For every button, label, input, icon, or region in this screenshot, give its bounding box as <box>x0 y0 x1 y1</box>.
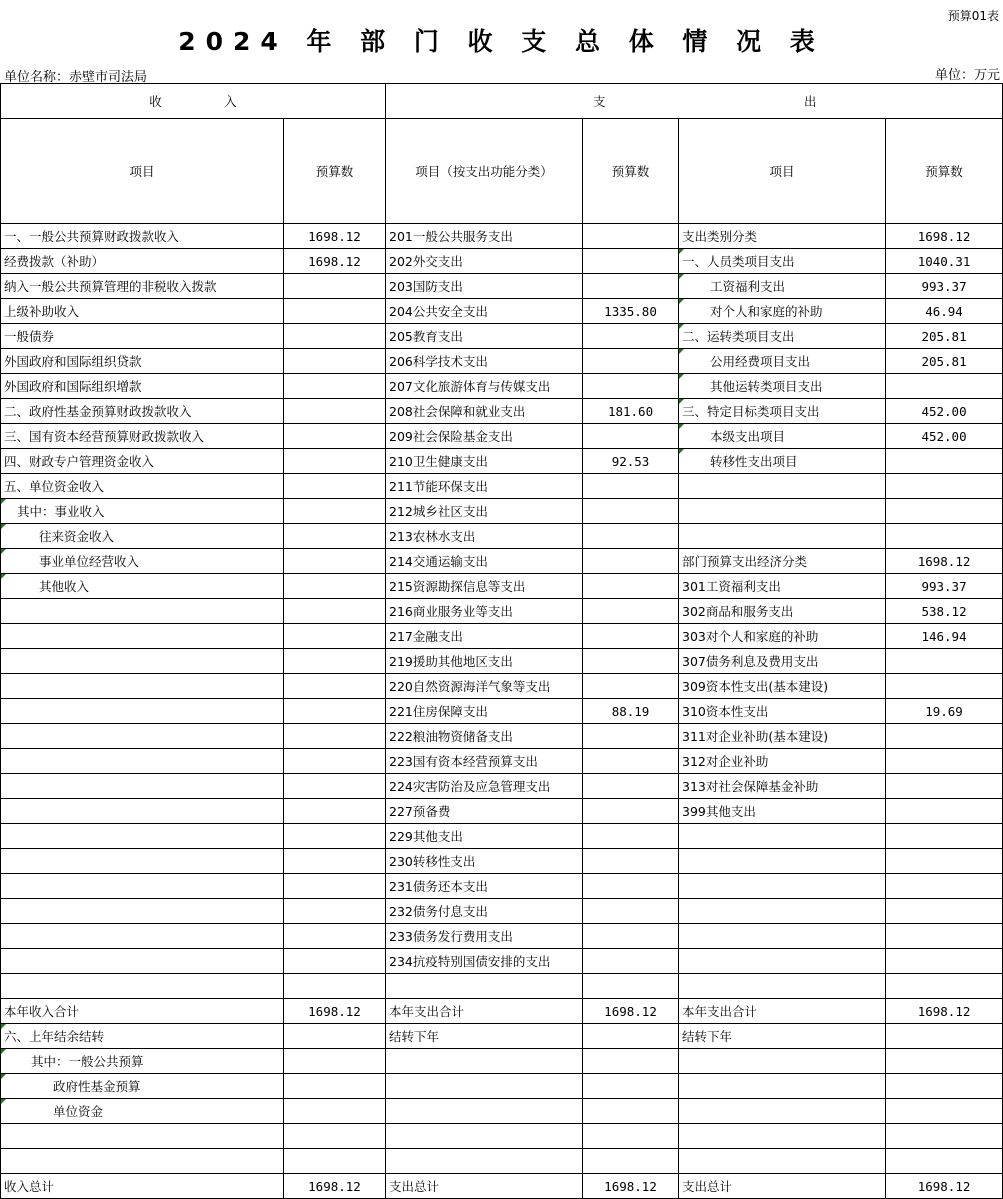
table-row <box>1 324 1003 349</box>
economic-item-cell <box>679 474 886 499</box>
economic-item-cell: 313对社会保障基金补助 <box>679 774 886 799</box>
table-row <box>1 699 1003 724</box>
table-row <box>1 374 1003 399</box>
income-budget-cell <box>284 674 386 699</box>
income-item-cell: 收入总计 <box>1 1174 284 1199</box>
income-item-cell: 五、单位资金收入 <box>1 474 284 499</box>
function-item-cell: 220自然资源海洋气象等支出 <box>386 674 583 699</box>
table-row <box>1 574 1003 599</box>
function-budget-cell <box>583 924 679 949</box>
economic-budget-cell <box>886 449 1003 474</box>
economic-item-cell: 312对企业补助 <box>679 749 886 774</box>
function-budget-cell <box>583 1049 679 1074</box>
function-budget-cell <box>583 324 679 349</box>
economic-item-cell: 307债务利息及费用支出 <box>679 649 886 674</box>
income-item-cell <box>1 899 284 924</box>
economic-budget-cell: 1698.12 <box>886 999 1003 1024</box>
income-budget-cell <box>284 1124 386 1149</box>
economic-budget-cell: 452.00 <box>886 399 1003 424</box>
economic-budget-cell <box>886 924 1003 949</box>
economic-item-cell: 309资本性支出(基本建设) <box>679 674 886 699</box>
income-budget-header: 预算数 <box>284 119 386 224</box>
function-budget-cell <box>583 349 679 374</box>
function-budget-cell <box>583 599 679 624</box>
income-item-cell <box>1 1124 284 1149</box>
income-budget-cell <box>284 849 386 874</box>
income-budget-cell <box>284 724 386 749</box>
income-item-cell <box>1 599 284 624</box>
income-item-cell <box>1 874 284 899</box>
function-budget-cell <box>583 849 679 874</box>
economic-item-cell: 工资福利支出 <box>679 274 886 299</box>
income-item-cell <box>1 949 284 974</box>
table-row <box>1 399 1003 424</box>
economic-budget-cell <box>886 774 1003 799</box>
economic-item-cell <box>679 1074 886 1099</box>
income-item-cell: 政府性基金预算 <box>1 1074 284 1099</box>
economic-budget-cell <box>886 849 1003 874</box>
function-budget-cell <box>583 374 679 399</box>
economic-budget-cell: 1040.31 <box>886 249 1003 274</box>
table-row <box>1 649 1003 674</box>
function-budget-cell <box>583 824 679 849</box>
income-budget-cell <box>284 924 386 949</box>
income-item-cell: 本年收入合计 <box>1 999 284 1024</box>
function-budget-cell <box>583 949 679 974</box>
function-item-cell: 204公共安全支出 <box>386 299 583 324</box>
economic-budget-cell: 1698.12 <box>886 549 1003 574</box>
economic-item-cell <box>679 899 886 924</box>
income-budget-cell <box>284 299 386 324</box>
economic-item-cell <box>679 849 886 874</box>
income-budget-cell: 1698.12 <box>284 1174 386 1199</box>
economic-budget-cell <box>886 1124 1003 1149</box>
function-budget-cell: 1698.12 <box>583 1174 679 1199</box>
function-item-cell: 222粮油物资储备支出 <box>386 724 583 749</box>
economic-item-cell: 399其他支出 <box>679 799 886 824</box>
function-item-cell: 208社会保障和就业支出 <box>386 399 583 424</box>
economic-item-cell <box>679 1149 886 1174</box>
economic-budget-cell <box>886 649 1003 674</box>
function-budget-cell <box>583 799 679 824</box>
income-budget-cell <box>284 274 386 299</box>
table-row <box>1 1149 1003 1174</box>
function-budget-cell <box>583 274 679 299</box>
function-budget-cell: 1698.12 <box>583 999 679 1024</box>
function-item-cell: 结转下年 <box>386 1024 583 1049</box>
income-budget-cell <box>284 899 386 924</box>
income-budget-cell <box>284 324 386 349</box>
function-budget-cell: 88.19 <box>583 699 679 724</box>
table-row <box>1 724 1003 749</box>
function-item-cell: 206科学技术支出 <box>386 349 583 374</box>
function-item-cell: 211节能环保支出 <box>386 474 583 499</box>
income-item-cell: 三、国有资本经营预算财政拨款收入 <box>1 424 284 449</box>
function-item-cell <box>386 974 583 999</box>
economic-item-cell <box>679 949 886 974</box>
expenditure-band-left: 支 <box>593 94 606 109</box>
income-item-cell <box>1 624 284 649</box>
income-budget-cell <box>284 449 386 474</box>
economic-budget-cell <box>886 899 1003 924</box>
function-item-cell: 214交通运输支出 <box>386 549 583 574</box>
function-item-cell: 234抗疫特别国债安排的支出 <box>386 949 583 974</box>
income-item-cell: 纳入一般公共预算管理的非税收入拨款 <box>1 274 284 299</box>
income-budget-cell <box>284 1049 386 1074</box>
table-row <box>1 874 1003 899</box>
income-item-cell <box>1 749 284 774</box>
income-budget-cell <box>284 574 386 599</box>
economic-item-cell: 303对个人和家庭的补助 <box>679 624 886 649</box>
income-item-header: 项目 <box>1 119 284 224</box>
income-item-cell <box>1 649 284 674</box>
economic-budget-cell <box>886 1049 1003 1074</box>
function-budget-cell <box>583 674 679 699</box>
function-budget-cell <box>583 1124 679 1149</box>
table-row <box>1 349 1003 374</box>
income-item-cell <box>1 924 284 949</box>
table-row <box>1 949 1003 974</box>
function-item-cell <box>386 1124 583 1149</box>
income-item-cell: 其中：事业收入 <box>1 499 284 524</box>
table-row <box>1 549 1003 574</box>
income-budget-cell <box>284 699 386 724</box>
income-item-cell <box>1 724 284 749</box>
economic-item-cell <box>679 874 886 899</box>
economic-budget-cell <box>886 1024 1003 1049</box>
function-item-cell: 本年支出合计 <box>386 999 583 1024</box>
income-item-cell <box>1 674 284 699</box>
function-budget-cell <box>583 524 679 549</box>
economic-item-cell: 二、运转类项目支出 <box>679 324 886 349</box>
function-item-cell: 229其他支出 <box>386 824 583 849</box>
economic-budget-cell <box>886 474 1003 499</box>
function-item-cell: 213农林水支出 <box>386 524 583 549</box>
income-budget-cell <box>284 1024 386 1049</box>
economic-budget-cell <box>886 799 1003 824</box>
income-item-cell: 二、政府性基金预算财政拨款收入 <box>1 399 284 424</box>
economic-item-cell <box>679 499 886 524</box>
column-header-row <box>1 119 1003 224</box>
function-item-cell: 支出总计 <box>386 1174 583 1199</box>
economic-budget-cell <box>886 874 1003 899</box>
table-row <box>1 599 1003 624</box>
income-budget-cell <box>284 974 386 999</box>
economic-item-cell: 302商品和服务支出 <box>679 599 886 624</box>
economic-item-cell <box>679 1099 886 1124</box>
economic-item-cell: 301工资福利支出 <box>679 574 886 599</box>
economic-budget-cell: 205.81 <box>886 349 1003 374</box>
economic-item-cell: 支出总计 <box>679 1174 886 1199</box>
function-budget-header: 预算数 <box>583 119 679 224</box>
function-budget-cell <box>583 1024 679 1049</box>
function-budget-cell <box>583 249 679 274</box>
economic-item-cell: 公用经费项目支出 <box>679 349 886 374</box>
table-row <box>1 974 1003 999</box>
function-budget-cell <box>583 499 679 524</box>
band-header-row <box>1 84 1003 119</box>
economic-item-cell: 支出类别分类 <box>679 224 886 249</box>
economic-budget-cell <box>886 949 1003 974</box>
income-budget-cell <box>284 499 386 524</box>
economic-item-cell: 对个人和家庭的补助 <box>679 299 886 324</box>
income-item-cell <box>1 824 284 849</box>
income-budget-cell: 1698.12 <box>284 224 386 249</box>
table-row <box>1 249 1003 274</box>
economic-budget-cell: 1698.12 <box>886 224 1003 249</box>
income-budget-cell <box>284 599 386 624</box>
table-row <box>1 824 1003 849</box>
economic-budget-cell <box>886 374 1003 399</box>
function-budget-cell <box>583 549 679 574</box>
expenditure-band-header <box>386 84 1003 119</box>
function-item-cell: 219援助其他地区支出 <box>386 649 583 674</box>
function-item-cell: 207文化旅游体育与传媒支出 <box>386 374 583 399</box>
table-row <box>1 799 1003 824</box>
function-budget-cell <box>583 774 679 799</box>
economic-budget-cell: 993.37 <box>886 574 1003 599</box>
economic-budget-cell <box>886 674 1003 699</box>
table-row <box>1 1174 1003 1199</box>
economic-budget-cell: 452.00 <box>886 424 1003 449</box>
economic-budget-cell: 538.12 <box>886 599 1003 624</box>
function-item-cell: 215资源勘探信息等支出 <box>386 574 583 599</box>
function-budget-cell <box>583 1149 679 1174</box>
income-item-cell: 往来资金收入 <box>1 524 284 549</box>
table-row <box>1 524 1003 549</box>
economic-item-cell <box>679 974 886 999</box>
table-row <box>1 1074 1003 1099</box>
economic-item-cell <box>679 824 886 849</box>
table-row <box>1 299 1003 324</box>
economic-item-header: 项目 <box>679 119 886 224</box>
economic-item-cell: 310资本性支出 <box>679 699 886 724</box>
function-item-cell: 217金融支出 <box>386 624 583 649</box>
income-item-cell: 外国政府和国际组织贷款 <box>1 349 284 374</box>
table-row <box>1 849 1003 874</box>
function-budget-cell <box>583 724 679 749</box>
function-budget-cell <box>583 899 679 924</box>
economic-item-cell: 其他运转类项目支出 <box>679 374 886 399</box>
table-row <box>1 474 1003 499</box>
function-item-cell: 230转移性支出 <box>386 849 583 874</box>
table-row <box>1 999 1003 1024</box>
function-budget-cell <box>583 424 679 449</box>
income-budget-cell <box>284 649 386 674</box>
function-budget-cell <box>583 1099 679 1124</box>
economic-budget-cell <box>886 1149 1003 1174</box>
income-item-cell <box>1 699 284 724</box>
function-item-cell: 227预备费 <box>386 799 583 824</box>
function-budget-cell <box>583 749 679 774</box>
function-item-cell <box>386 1099 583 1124</box>
function-budget-cell: 1335.80 <box>583 299 679 324</box>
income-budget-cell <box>284 424 386 449</box>
function-budget-cell <box>583 649 679 674</box>
income-item-cell <box>1 799 284 824</box>
income-budget-cell <box>284 874 386 899</box>
income-budget-cell <box>284 474 386 499</box>
table-row <box>1 1049 1003 1074</box>
economic-item-cell: 转移性支出项目 <box>679 449 886 474</box>
function-item-cell: 210卫生健康支出 <box>386 449 583 474</box>
table-row <box>1 749 1003 774</box>
form-number-label: 预算01表 <box>947 9 999 23</box>
economic-budget-header: 预算数 <box>886 119 1003 224</box>
economic-item-cell: 结转下年 <box>679 1024 886 1049</box>
table-row <box>1 224 1003 249</box>
function-item-cell: 216商业服务业等支出 <box>386 599 583 624</box>
budget-table <box>0 83 1003 1199</box>
income-item-cell <box>1 774 284 799</box>
income-budget-cell: 1698.12 <box>284 999 386 1024</box>
economic-budget-cell <box>886 824 1003 849</box>
economic-item-cell: 一、人员类项目支出 <box>679 249 886 274</box>
economic-item-cell: 本级支出项目 <box>679 424 886 449</box>
economic-item-cell: 三、特定目标类项目支出 <box>679 399 886 424</box>
function-item-cell: 209社会保险基金支出 <box>386 424 583 449</box>
function-budget-cell <box>583 224 679 249</box>
income-budget-cell <box>284 1149 386 1174</box>
economic-budget-cell: 19.69 <box>886 699 1003 724</box>
economic-budget-cell <box>886 724 1003 749</box>
function-item-cell: 224灾害防治及应急管理支出 <box>386 774 583 799</box>
economic-budget-cell: 146.94 <box>886 624 1003 649</box>
currency-unit-label: 单位：万元 <box>934 68 1000 83</box>
table-row <box>1 924 1003 949</box>
income-item-cell: 单位资金 <box>1 1099 284 1124</box>
income-budget-cell <box>284 349 386 374</box>
income-budget-cell <box>284 774 386 799</box>
function-budget-cell <box>583 574 679 599</box>
function-item-cell: 212城乡社区支出 <box>386 499 583 524</box>
function-item-cell: 203国防支出 <box>386 274 583 299</box>
economic-item-cell: 部门预算支出经济分类 <box>679 549 886 574</box>
economic-budget-cell <box>886 524 1003 549</box>
expenditure-band-right: 出 <box>804 94 817 109</box>
income-budget-cell <box>284 1074 386 1099</box>
function-item-cell: 233债务发行费用支出 <box>386 924 583 949</box>
income-budget-cell <box>284 524 386 549</box>
income-budget-cell <box>284 624 386 649</box>
economic-budget-cell: 205.81 <box>886 324 1003 349</box>
income-budget-cell <box>284 374 386 399</box>
economic-item-cell: 本年支出合计 <box>679 999 886 1024</box>
economic-budget-cell <box>886 1074 1003 1099</box>
function-item-cell: 221住房保障支出 <box>386 699 583 724</box>
income-item-cell: 事业单位经营收入 <box>1 549 284 574</box>
income-budget-cell <box>284 824 386 849</box>
income-item-cell: 一般债券 <box>1 324 284 349</box>
income-item-cell <box>1 974 284 999</box>
income-item-cell <box>1 1149 284 1174</box>
economic-budget-cell <box>886 499 1003 524</box>
economic-budget-cell: 993.37 <box>886 274 1003 299</box>
table-row <box>1 499 1003 524</box>
economic-budget-cell: 1698.12 <box>886 1174 1003 1199</box>
table-row <box>1 1024 1003 1049</box>
income-budget-cell <box>284 399 386 424</box>
economic-budget-cell <box>886 974 1003 999</box>
table-row <box>1 449 1003 474</box>
function-item-cell: 202外交支出 <box>386 249 583 274</box>
table-row <box>1 1124 1003 1149</box>
table-row <box>1 674 1003 699</box>
income-item-cell: 上级补助收入 <box>1 299 284 324</box>
economic-item-cell <box>679 1124 886 1149</box>
page-title: 2024 年 部 门 收 支 总 体 情 况 表 <box>178 27 825 56</box>
table-row <box>1 899 1003 924</box>
economic-item-cell <box>679 524 886 549</box>
income-budget-cell <box>284 749 386 774</box>
income-budget-cell <box>284 949 386 974</box>
function-item-cell: 201一般公共服务支出 <box>386 224 583 249</box>
function-budget-cell <box>583 874 679 899</box>
function-budget-cell <box>583 624 679 649</box>
income-item-cell: 外国政府和国际组织增款 <box>1 374 284 399</box>
table-row <box>1 624 1003 649</box>
table-row <box>1 274 1003 299</box>
income-item-cell: 经费拨款（补助） <box>1 249 284 274</box>
unit-name-label: 单位名称：赤壁市司法局 <box>4 70 148 85</box>
economic-budget-cell: 46.94 <box>886 299 1003 324</box>
table-row <box>1 1099 1003 1124</box>
function-item-header: 项目（按支出功能分类） <box>386 119 583 224</box>
function-budget-cell <box>583 1074 679 1099</box>
table-row <box>1 774 1003 799</box>
function-item-cell <box>386 1049 583 1074</box>
function-item-cell: 223国有资本经营预算支出 <box>386 749 583 774</box>
income-item-cell: 六、上年结余结转 <box>1 1024 284 1049</box>
income-item-cell: 一、一般公共预算财政拨款收入 <box>1 224 284 249</box>
function-item-cell: 231债务还本支出 <box>386 874 583 899</box>
function-item-cell <box>386 1074 583 1099</box>
economic-item-cell: 311对企业补助(基本建设) <box>679 724 886 749</box>
economic-item-cell <box>679 1049 886 1074</box>
income-item-cell: 其他收入 <box>1 574 284 599</box>
function-budget-cell <box>583 974 679 999</box>
income-budget-cell <box>284 799 386 824</box>
income-budget-cell <box>284 549 386 574</box>
income-band-header: 收 入 <box>1 84 386 119</box>
income-item-cell: 四、财政专户管理资金收入 <box>1 449 284 474</box>
economic-budget-cell <box>886 1099 1003 1124</box>
function-item-cell: 205教育支出 <box>386 324 583 349</box>
income-budget-cell: 1698.12 <box>284 249 386 274</box>
function-item-cell: 232债务付息支出 <box>386 899 583 924</box>
table-row <box>1 424 1003 449</box>
income-budget-cell <box>284 1099 386 1124</box>
function-budget-cell: 92.53 <box>583 449 679 474</box>
function-budget-cell <box>583 474 679 499</box>
income-item-cell: 其中：一般公共预算 <box>1 1049 284 1074</box>
function-budget-cell: 181.60 <box>583 399 679 424</box>
income-item-cell <box>1 849 284 874</box>
function-item-cell <box>386 1149 583 1174</box>
economic-item-cell <box>679 924 886 949</box>
economic-budget-cell <box>886 749 1003 774</box>
